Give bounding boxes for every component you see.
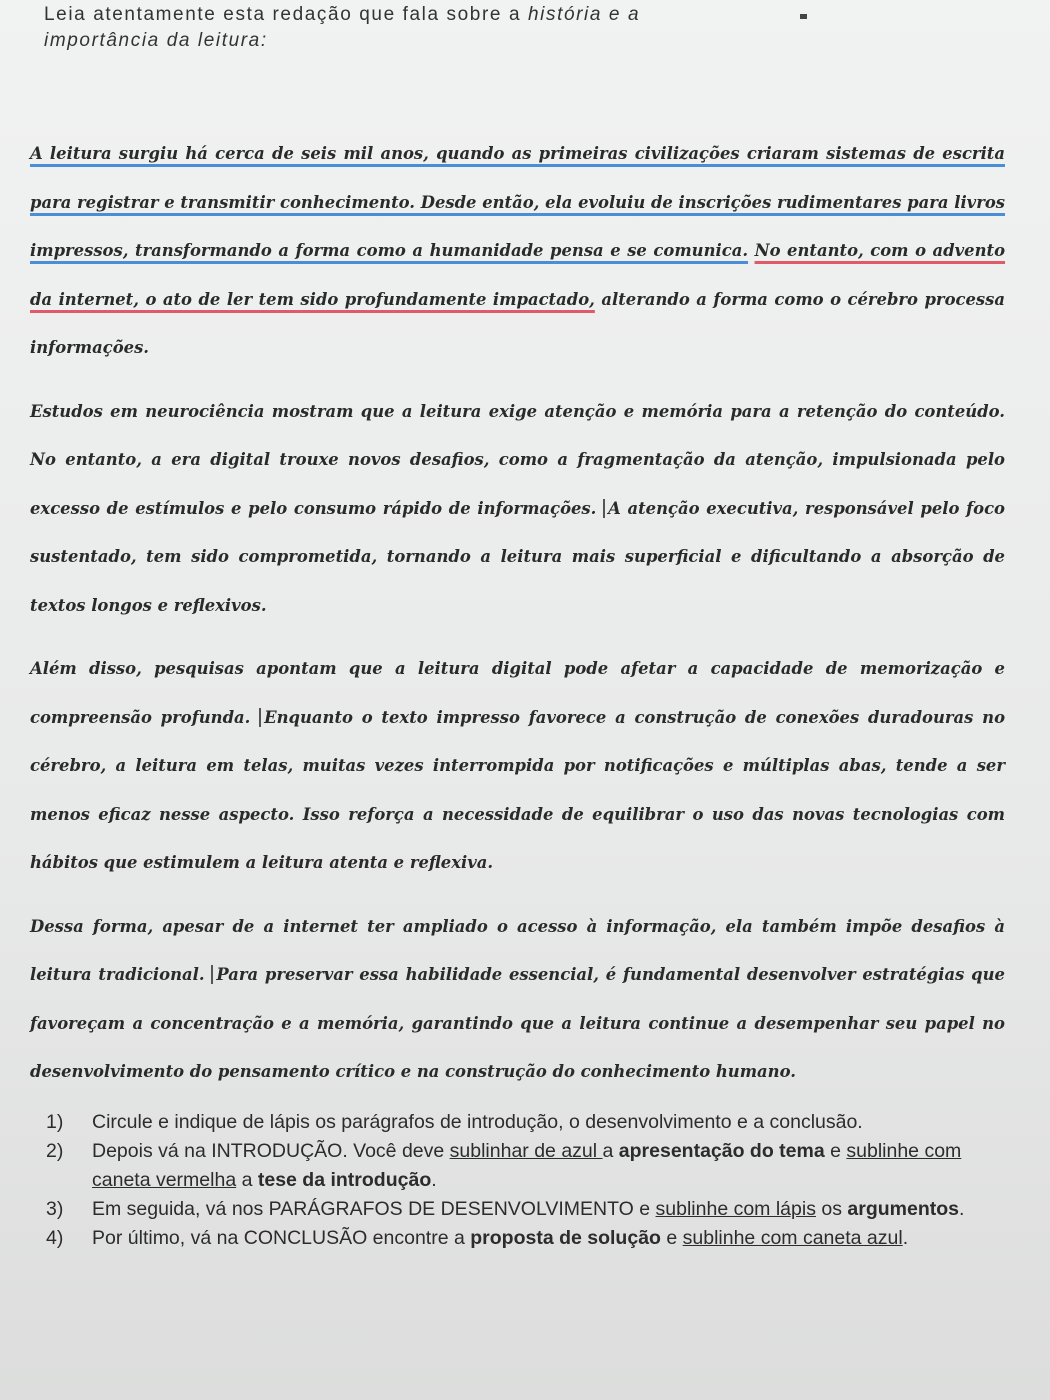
instruction-underlined-part: sublinhe com caneta azul [682,1227,903,1249]
instruction-number: 3) [46,1198,64,1220]
theme-presentation-underlined-blue: A leitura surgiu há cerca de seis mil anos, quando as primeiras civilizações criaram sistemas de escrita para registrar e transmitir conhecimento. Desde então, ela evoluiu de inscrições rudimentares para livros impressos, transformando a forma como a humanidade pensa e se comunica. [30,144,1005,260]
instruction-underlined-part: sublinhar de azul [449,1140,603,1162]
instruction-text [92,1137,1017,1195]
development-2-part-a: Além disso, pesquisas apontam que a leitura digital pode afetar a capacidade de memorização e compreensão profunda. [30,659,1005,727]
instruction-item [42,1108,1017,1137]
instruction-text-part: a [236,1169,258,1191]
conclusion-part-b: Para preservar essa habilidade essencial, é fundamental desenvolver estratégias que favoreçam a concentração e a memória, garantindo que a leitura continue a desempenhar seu papel no desenvolvimento do pensamento crítico e na construção do conhecimento humano. [30,965,1005,1081]
instruction-text-part: Circule e indique de lápis os parágrafos de introdução, o desenvolvimento e a conclusão. [92,1111,863,1133]
instruction-underlined-part: sublinhe com lápis [655,1198,816,1220]
development-1-part-a: Estudos em neurociência mostram que a leitura exige atenção e memória para a retenção do conteúdo. No entanto, a era digital trouxe novos desafios, como a fragmentação da atenção, impulsionada pelo excesso de estímulos e pelo consumo rápido de informações. [30,401,1005,518]
instruction-text-part: os [815,1198,848,1220]
header-line1: Leia atentamente esta redação que fala sobre a [44,4,528,25]
instruction-number: 1) [46,1111,64,1133]
corner-mark [800,14,807,19]
essay-paragraph-conclusion [30,903,1005,1097]
essay-paragraph-development-2 [30,645,1005,888]
instruction-text-part: . [431,1169,437,1191]
instruction-text [92,1195,1017,1224]
instruction-number: 2) [46,1140,64,1162]
development-1-part-b: A atenção executiva, responsável pelo foco sustentado, tem sido comprometida, tornando a leitura mais superficial e dificultando a absorção de textos longos e reflexivos. [30,498,1005,615]
essay-text [30,130,1005,1097]
header-line2: importância da leitura: [44,30,268,51]
instruction-item [42,1195,1017,1224]
instructions-list [42,1108,1017,1253]
instruction-bold-part: apresentação do tema [618,1140,825,1162]
instruction-bold-part: argumentos [847,1198,959,1220]
development-2-part-b: Enquanto o texto impresso favorece a construção de conexões duradouras no cérebro, a leitura em telas, muitas vezes interrompida por notificações e múltiplas abas, tende a ser menos eficaz nesse aspecto. Isso reforça a necessidade de equilibrar o uso das novas tecnologias com hábitos que estimulem a leitura atenta e reflexiva. [30,707,1005,872]
conclusion-part-a: Dessa forma, apesar de a internet ter ampliado o acesso à informação, ela também impõe desafios à leitura tradicional. [30,916,1005,984]
header-line1-italic: história e a [528,4,641,25]
instruction-text-part: e [824,1140,847,1162]
instruction-text-part: Por último, vá na CONCLUSÃO encontre a [92,1227,471,1249]
instruction-bold-part: tese da introdução [257,1169,432,1191]
instruction-bold-part: proposta de solução [470,1227,661,1249]
instruction-item [42,1224,1017,1253]
instruction-item [42,1137,1017,1195]
instruction-text-part: Em seguida, vá nos PARÁGRAFOS DE DESENVOLVIMENTO e [92,1198,656,1220]
instruction-text-part: a [602,1140,619,1162]
instruction-text-part: e [660,1227,683,1249]
intro-ending: alterando a forma como o cérebro processa informações. [30,289,1005,357]
instruction-text [92,1108,1017,1137]
instruction-text-part: . [902,1227,909,1249]
thesis-underlined-red: No entanto, com o advento da internet, o ato de ler tem sido profundamente impactado, [30,241,1006,309]
instruction-text [92,1224,1017,1253]
instruction-text-part: Depois vá na INTRODUÇÃO. Você deve [92,1140,450,1162]
instruction-number: 4) [46,1227,64,1249]
instruction-text-part: . [959,1198,965,1220]
essay-paragraph-development-1 [30,388,1005,631]
instruction-header [44,2,764,54]
essay-paragraph-introduction [30,130,1005,373]
instruction-underlined-part: sublinhe com caneta vermelha [92,1140,962,1191]
